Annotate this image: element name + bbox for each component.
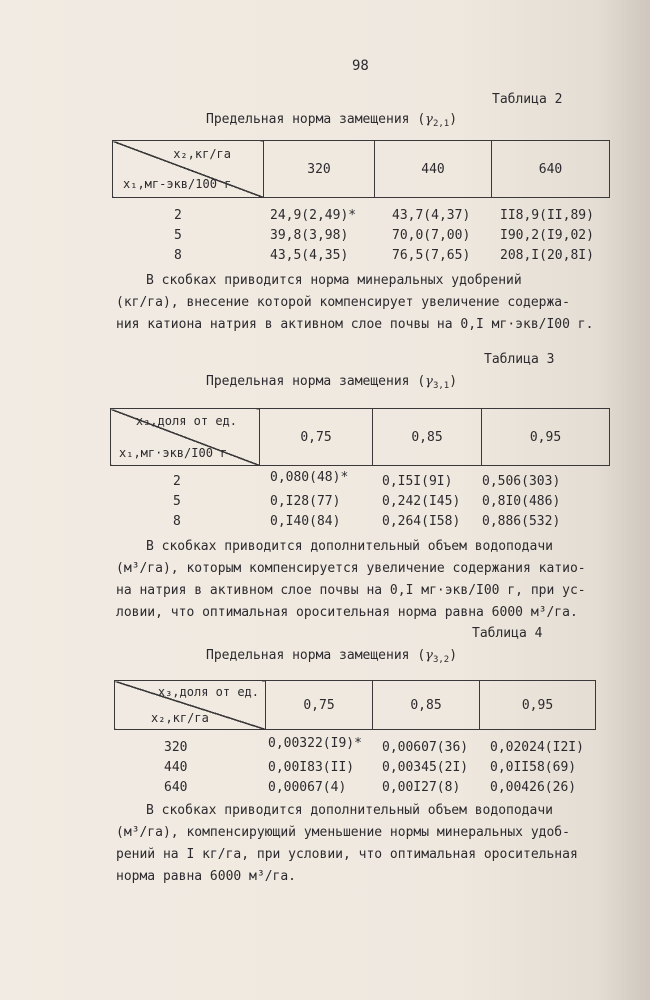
- table2-header-bottom: x₁,мг-экв/100 г: [123, 177, 232, 191]
- table-cell: 43,5(4,35): [270, 248, 349, 263]
- table-cell: 0,886(532): [482, 514, 561, 529]
- footnote-line: В скобках приводится дополнительный объем водоподачи: [146, 539, 553, 554]
- table2-symbol: γ: [425, 112, 433, 127]
- table-cell: 0,00322(I9)*: [268, 736, 362, 751]
- table2-symbol-sub: 2,1: [432, 119, 450, 129]
- table4-col-header: 0,85: [373, 681, 480, 730]
- table-cell: 0,02024(I2I): [490, 740, 584, 755]
- page-number: 98: [352, 58, 369, 74]
- table-cell: 24,9(2,49)*: [270, 208, 357, 223]
- table-cell: I90,2(I9,02): [500, 228, 594, 243]
- table3-col-header: 0,95: [482, 409, 610, 466]
- table4-symbol-sub: 3,2: [432, 655, 450, 665]
- table3-row-key: 5: [173, 494, 181, 509]
- footnote-line: (м³/га), которым компенсируется увеличение содержания катио-: [116, 561, 586, 576]
- table-cell: 0,00I27(8): [382, 780, 461, 795]
- table4-title-text: Предельная норма замещения: [206, 648, 410, 663]
- table3-col-header: 0,75: [260, 409, 373, 466]
- table3-title: Предельная норма замещения $(\gamma_{3,1})$: [206, 374, 458, 391]
- table-cell: 0,264(I58): [382, 514, 461, 529]
- table-cell: 0,506(303): [482, 474, 561, 489]
- footnote-line: (м³/га), компенсирующий уменьшение нормы минеральных удоб-: [116, 825, 570, 840]
- footnote-line: В скобках приводится норма минеральных удобрений: [146, 273, 522, 288]
- table-cell: 0,00067(4): [268, 780, 347, 795]
- table-cell: 0,00I83(II): [268, 760, 355, 775]
- table3-col-header: 0,85: [373, 409, 482, 466]
- table-cell: 76,5(7,65): [392, 248, 471, 263]
- table3-label: Таблица 3: [484, 352, 555, 367]
- table-cell: II8,9(II,89): [500, 208, 594, 223]
- table-cell: 0,242(I45): [382, 494, 461, 509]
- table4-row-key: 320: [164, 740, 188, 755]
- footnote-line: (кг/га), внесение которой компенсирует увеличение содержа-: [116, 295, 570, 310]
- table-cell: 70,0(7,00): [392, 228, 471, 243]
- table4-title: Предельная норма замещения $(\gamma_{3,2})$: [206, 648, 458, 665]
- table2-row-key: 5: [174, 228, 182, 243]
- table3-header-bottom: x₁,мг·экв/I00 г: [119, 446, 228, 460]
- footnote-line: ловии, что оптимальная оросительная норма равна 6000 м³/га.: [116, 605, 578, 620]
- table2-title-text: Предельная норма замещения: [206, 112, 410, 127]
- table3-corner-cell: [111, 409, 260, 466]
- table3-header-grid: [110, 408, 610, 466]
- table-cell: 0,I5I(9I): [382, 474, 453, 489]
- table3-symbol: γ: [425, 374, 433, 389]
- table4-col-header: 0,95: [480, 681, 596, 730]
- table4-row-key: 640: [164, 780, 188, 795]
- table-cell: 39,8(3,98): [270, 228, 349, 243]
- table2-label: Таблица 2: [492, 92, 563, 107]
- table4-label: Таблица 4: [472, 626, 543, 641]
- table2-header-grid: [112, 140, 610, 198]
- table4-header-top: x₃,доля от ед.: [157, 685, 259, 699]
- table-cell: 0,0II58(69): [490, 760, 577, 775]
- table4-header-grid: [114, 680, 596, 730]
- table2-col-header: 640: [492, 141, 610, 198]
- table4-corner-cell: [115, 681, 266, 730]
- table2-header-top: x₂,кг/га: [173, 147, 231, 161]
- table-cell: 208,I(20,8I): [500, 248, 594, 263]
- table3-row-key: 2: [173, 474, 181, 489]
- table-cell: 0,I40(84): [270, 514, 341, 529]
- table2-title: Предельная норма замещения $(\gamma_{2,1})$: [206, 112, 458, 129]
- table4-symbol: γ: [425, 648, 433, 663]
- table-cell: 0,00345(2I): [382, 760, 469, 775]
- table-cell: 0,00426(26): [490, 780, 577, 795]
- table2-corner-cell: [113, 141, 264, 198]
- table4-row-key: 440: [164, 760, 188, 775]
- table2-row-key: 2: [174, 208, 182, 223]
- table2-col-header: 440: [375, 141, 492, 198]
- footnote-line: ния катиона натрия в активном слое почвы на 0,I мг·экв/I00 г.: [116, 317, 594, 332]
- footnote-line: рений на I кг/га, при условии, что оптимальная оросительная: [116, 847, 578, 862]
- table-cell: 0,I28(77): [270, 494, 341, 509]
- table3-header-top: x₃,доля от ед.: [135, 414, 237, 428]
- footnote-line: на натрия в активном слое почвы на 0,I мг·экв/I00 г, при ус-: [116, 583, 586, 598]
- table-cell: 0,080(48)*: [270, 470, 349, 485]
- table2-col-header: 320: [264, 141, 375, 198]
- table-cell: 0,00607(36): [382, 740, 469, 755]
- table4-col-header: 0,75: [266, 681, 373, 730]
- table-cell: 43,7(4,37): [392, 208, 471, 223]
- table3-title-text: Предельная норма замещения: [206, 374, 410, 389]
- table2-row-key: 8: [174, 248, 182, 263]
- table-cell: 0,8I0(486): [482, 494, 561, 509]
- footnote-line: В скобках приводится дополнительный объем водоподачи: [146, 803, 553, 818]
- table4-header-bottom: x₂,кг/га: [151, 711, 209, 725]
- table3-symbol-sub: 3,1: [432, 381, 450, 391]
- table3-row-key: 8: [173, 514, 181, 529]
- footnote-line: норма равна 6000 м³/га.: [116, 869, 297, 884]
